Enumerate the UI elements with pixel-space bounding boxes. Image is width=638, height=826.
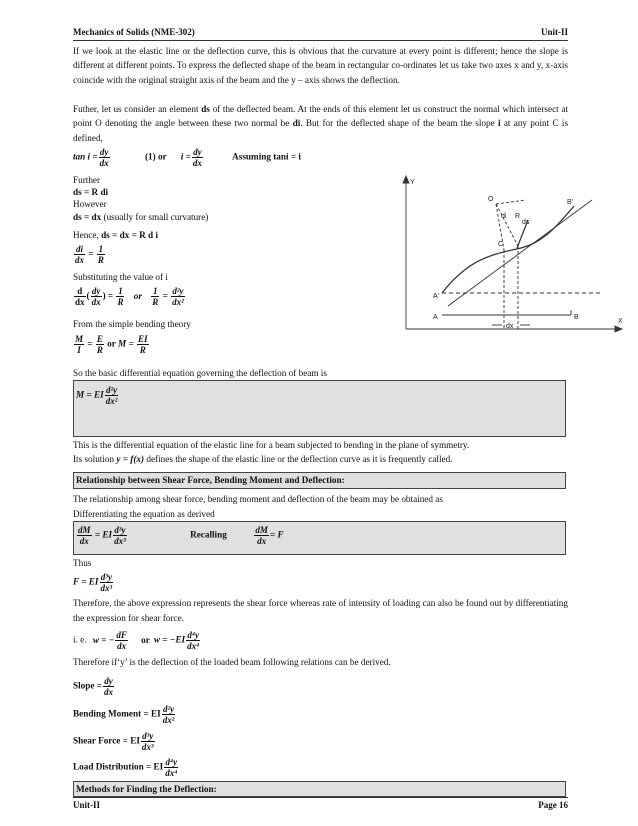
text-relationship: The relationship among shear force, bending moment and deflection of the beam may be obtained as <box>73 494 443 504</box>
footer-unit: Unit-II <box>73 800 101 810</box>
text-thus: Thus <box>73 558 92 568</box>
text-substituting: Substituting the value of i <box>73 272 168 282</box>
page-footer <box>73 800 568 810</box>
label-a-prime: A' <box>433 293 440 300</box>
label-c: C <box>498 241 504 248</box>
label-b-prime: B' <box>567 199 574 206</box>
equation-load: i. e. w = − $\frac{dF}{dx}$ or w = −EI $\frac{\text{d⁴y}}{\text{dx⁴}}$ <box>73 630 200 651</box>
label-dx: dx <box>506 323 514 330</box>
equation-shear-force: F = EI $\frac{\text{d³y}}{\text{dx³}}$ <box>73 572 113 593</box>
text-elastic-line-2: Its solution y = f(x) defines the shape of the elastic line or the deflection curve as it is frequently called. <box>73 454 453 464</box>
paragraph-intro: If we look at the elastic line or the deflection curve, this is obvious that the curvature at every point is different; hence the slope is different at different points. To express the deflected shape of the beam in rectangular co-ordinates let us take two axes x and y, x-axis coincide with the original straight axis of the beam and the y – axis shows the deflection. <box>73 46 568 85</box>
page-header <box>73 27 568 37</box>
label-r: R <box>515 213 521 220</box>
equation-substituted: $\frac{d}{dx}$ ( $\frac{dy}{dx}$ ) = $\frac{1}{R}$ or $\frac{1}{R}$ = $\frac{\text{d²y}}{\text{dx²}}$ <box>75 286 184 307</box>
header-rule <box>73 40 568 41</box>
elastic-curve <box>442 206 574 293</box>
header-course: Mechanics of Solids (NME-302) <box>73 27 195 37</box>
text-simple-bending: From the simple bending theory <box>73 319 191 329</box>
section-heading-relationship: Relationship between Shear Force, Bending Moment and Deflection: <box>73 472 566 489</box>
text-therefore-relations: Therefore if‘y’ is the deflection of the loaded beam following relations can be derived. <box>73 657 391 667</box>
equation-slope: tan i = $\frac{dy}{dx}$ (1) or i = $\frac{dy}{dx}$ Assuming tani = i <box>73 147 301 168</box>
equation-hence: Hence, ds = dx = R d i <box>73 230 158 240</box>
text-differentiating: Differentiating the equation as derived <box>73 509 215 519</box>
text-basic-equation: So the basic differential equation governing the deflection of beam is <box>73 368 327 378</box>
label-b: B <box>574 314 579 321</box>
equation-ds: ds = R di <box>73 187 109 197</box>
relation-load-distribution: Load Distribution = EI $\frac{\text{d⁴y}}{\text{dx⁴}}$ <box>73 757 178 778</box>
relation-bending-moment: Bending Moment = EI $\frac{\text{d²y}}{\text{dx²}}$ <box>73 704 175 725</box>
section-heading-methods: Methods for Finding the Deflection: <box>73 781 566 797</box>
header-unit: Unit-II <box>540 27 568 37</box>
boxed-equation-shear: $\frac{dM}{dx}$ = EI $\frac{\text{d³y}}{\text{dx³}}$ Recalling $\frac{dM}{dx}$ = F <box>73 521 566 555</box>
label-a: A <box>433 314 438 321</box>
footer-rule <box>73 797 568 798</box>
footer-page: Page 16 <box>538 800 568 810</box>
relation-slope: Slope = $\frac{dy}{dx}$ <box>73 676 113 697</box>
label-ds: ds <box>522 219 530 226</box>
relation-shear-force: Shear Force = EI $\frac{\text{d³y}}{\text{dx³}}$ <box>73 731 154 752</box>
label-y: Y <box>410 179 415 186</box>
label-di: di <box>501 213 507 220</box>
equation-bending-theory: $\frac{M}{I}$ = $\frac{E}{R}$ or M = $\frac{EI}{R}$ <box>75 334 148 355</box>
label-o: O <box>488 196 494 203</box>
label-x: X <box>618 318 623 325</box>
document-page <box>73 0 568 826</box>
equation-di-dx: $\frac{di}{dx}$ = $\frac{1}{R}$ <box>75 244 104 265</box>
paragraph-element: Futher, let us consider an element ds of the deflected beam. At the ends of this element let us construct the normal which intersect at point O denoting the angle between these two normal be di. But for the deflected shape of the beam the slope i at any point C is defined, <box>73 104 569 143</box>
text-elastic-line-1: This is the differential equation of the elastic line for a beam subjected to bending in the plane of symmetry. <box>73 440 470 450</box>
deflection-curve-figure <box>396 174 630 334</box>
paragraph-therefore: Therefore, the above expression represents the shear force whereas rate of intensity of loading can also be found out by differentiating the expression for shear force. <box>73 598 568 623</box>
boxed-equation-moment: M = EI $\frac{\text{d²y}}{\text{dx²}}$ <box>73 380 566 437</box>
text-further: Further <box>73 175 101 185</box>
equation-ds-dx: ds = dx (usually for small curvature) <box>73 212 209 222</box>
text-however: However <box>73 199 107 209</box>
